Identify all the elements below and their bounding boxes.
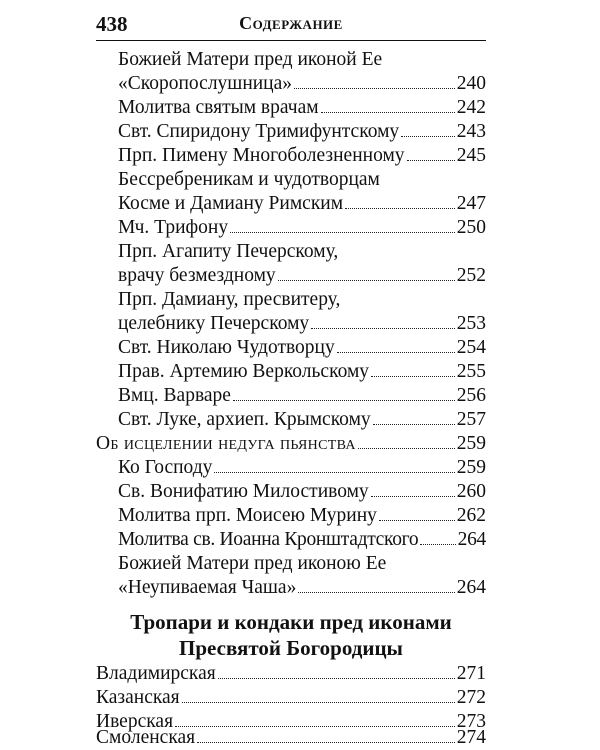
dot-leader [311,313,455,329]
toc-page-number: 252 [456,265,486,286]
toc-entry [118,336,486,360]
toc-entry [96,726,486,750]
toc-page-number: 274 [456,727,486,748]
toc-entry [96,686,486,710]
toc-page-number: 245 [456,145,486,166]
page-number: 438 [96,12,128,36]
toc-entry [118,144,486,168]
toc-entry-text: Казанская [96,687,180,708]
page-header [96,6,486,41]
toc-page-number: 247 [456,193,486,214]
section-heading-line2: Пресвятой Богородицы [179,636,403,660]
toc-entry-text: Молитва святым врачам [118,97,319,118]
dot-leader [230,217,455,233]
dot-leader [420,529,455,545]
dot-leader [175,711,455,727]
toc-entry [118,528,486,552]
toc-page-number: 273 [456,711,486,732]
toc-entry-line1 [118,240,338,264]
toc-page-number: 264 [456,577,486,598]
toc-entry-text: Мч. Трифону [118,217,229,238]
toc-entry [96,662,486,686]
toc-entry-line1 [118,288,340,312]
toc-page-number: 272 [456,687,486,708]
dot-leader [337,337,455,353]
toc-entry-text: Прп. Пимену Многоболезненному [118,145,405,166]
toc-entry [118,360,486,384]
toc-entry-text: «Скоропослушница» [118,73,293,94]
dot-leader [379,505,455,521]
dot-leader [294,73,455,89]
toc-page-number: 264 [457,529,486,550]
dot-leader [233,385,455,401]
dot-leader [197,727,455,743]
section-heading-line1: Тропари и кондаки пред иконами [130,610,452,634]
dot-leader [214,457,454,473]
toc-page-number: 260 [456,481,486,502]
dot-leader [407,145,455,161]
toc-entry-text: врачу безмездному [118,265,276,286]
toc-page-number: 253 [456,313,486,334]
toc-entry [118,72,486,96]
toc-entry-text: Прп. Дамиану, пресвитеру, [118,289,341,310]
toc-page-number: 256 [456,385,486,406]
toc-entry-text: Ко Господу [118,457,213,478]
toc-entry-text: Прп. Агапиту Печерскому, [118,241,339,262]
toc-entry [118,96,486,120]
toc-entry-text: Смоленская [96,727,196,748]
toc-page-number: 250 [456,217,486,238]
dot-leader [373,409,455,425]
toc-page-number: 262 [456,505,486,526]
toc-entry-text: Божией Матери пред иконою Ее [118,553,387,574]
toc-entry [118,480,486,504]
dot-leader [278,265,455,281]
toc-entry-text: «Неупиваемая Чаша» [118,577,297,598]
toc-page-number: 257 [456,409,486,430]
toc-page-number: 259 [456,457,486,478]
toc-page-number: 259 [456,433,486,454]
toc-page-number: 254 [456,337,486,358]
toc-entry [118,120,486,144]
running-title: Содержание [239,13,343,33]
toc-entry-text: Молитва св. Иоанна Кронштадтского [118,529,419,550]
toc-subsection-text: Об исцелении недуга пьянства [96,433,356,454]
toc-page-number: 255 [456,361,486,382]
toc-entry-text: Св. Вонифатию Милостивому [118,481,369,502]
toc-entry-line1 [118,552,386,576]
toc-entry-text: Вмц. Варваре [118,385,231,406]
toc-entry [118,216,486,240]
dot-leader [358,433,455,449]
toc-entry [118,504,486,528]
dot-leader [345,193,455,209]
toc-entry-text: Космe и Дамиану Римским [118,193,344,214]
toc-entry-text: целебнику Печерскому [118,313,310,334]
toc-entry-line1 [118,168,380,192]
toc-entry-text: Молитва прп. Моисею Мурину [118,505,377,526]
dot-leader [371,361,455,377]
toc-entry [118,456,486,480]
dot-leader [371,481,455,497]
toc-entry [118,408,486,432]
dot-leader [298,577,454,593]
toc-entry-text: Свт. Луке, архиеп. Крымскому [118,409,371,430]
toc-page-number: 243 [456,121,486,142]
toc-entry [118,384,486,408]
toc-page-number: 240 [456,73,486,94]
toc-entry-line1 [118,48,382,72]
dot-leader [401,121,455,137]
toc-entry-text: Божией Матери пред иконой Ее [118,49,383,70]
toc-entry-text: Бессребреникам и чудотворцам [118,169,380,190]
dot-leader [218,663,455,679]
dot-leader [321,97,455,113]
toc-page-number: 271 [456,663,486,684]
dot-leader [182,687,455,703]
toc-entry [118,192,486,216]
toc-entry-text: Свт. Спиридону Тримифунтскому [118,121,400,142]
toc-entry-text: Свт. Николаю Чудотворцу [118,337,335,358]
toc-entry-text: Иверская [96,711,174,732]
toc-subsection-entry [96,432,486,456]
toc-entry-text: Владимирская [96,663,216,684]
toc-entry-text: Прав. Артемию Веркольскому [118,361,370,382]
toc-entry [118,576,486,600]
toc-page-number: 242 [456,97,486,118]
toc-entry [118,264,486,288]
section-heading [96,609,486,661]
toc-entry [118,312,486,336]
